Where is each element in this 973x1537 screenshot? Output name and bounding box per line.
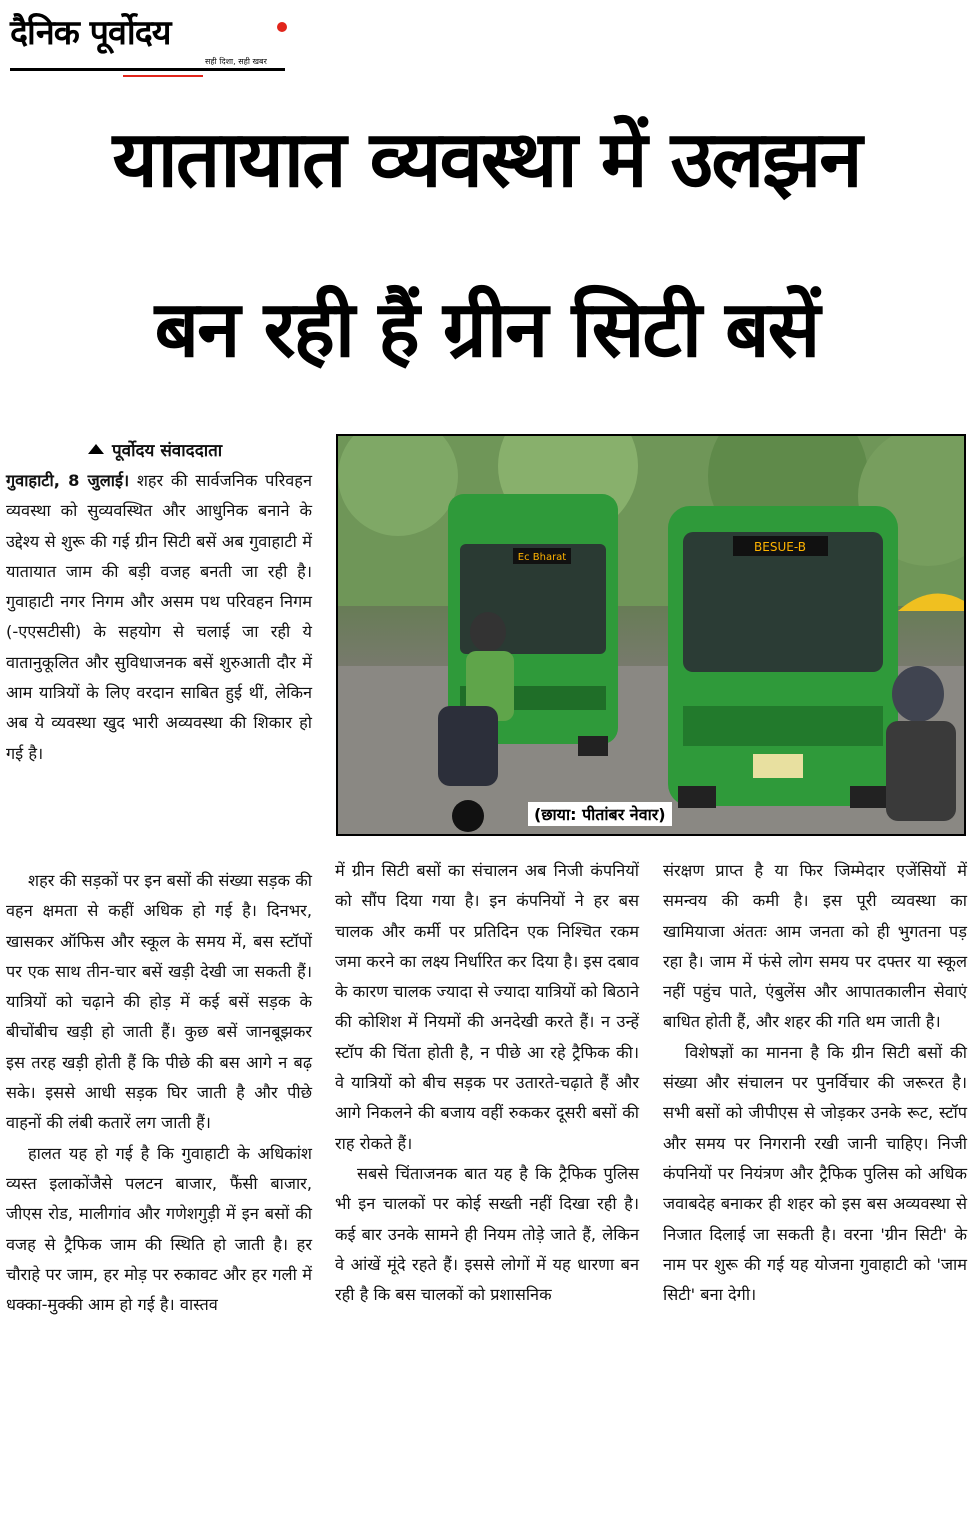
- article-paragraph: सबसे चिंताजनक बात यह है कि ट्रैफिक पुलिस भी इन चालकों पर कोई सख्ती नहीं दिखा रही है। कई बार उनके सामने ही नियम तोड़े जाते हैं, लेकिन वे आंखें मूंदे रहते हैं। इससे लोगों में यह धारणा बन रही है कि बस चालकों को प्रशासनिक: [335, 1163, 639, 1305]
- headline-line-2: बन रही हैं ग्रीन सिटी बसें: [154, 285, 819, 375]
- article-column-1-bottom: [6, 866, 312, 1320]
- green-city-bus-photo-icon: [338, 436, 966, 836]
- byline: [88, 438, 222, 461]
- article-paragraph: में ग्रीन सिटी बसों का संचालन अब निजी कंपनियों को सौंप दिया गया है। इन कंपनियों ने हर बस चालक और कर्मी पर प्रतिदिन एक निश्चित रकम जमा करने का लक्ष्य निर्धारित कर दिया है। इस दबाव के कारण चालक ज्यादा से ज्यादा यात्रियों को बिठाने की कोशिश में नियमों की अनदेखी करते हैं। न उन्हें स्टॉप की चिंता होती है, न पीछे आ रहे ट्रैफिक की। वे यात्रियों को बीच सड़क पर उतारते-चढ़ाते हैं और आगे निकलने की बजाय वहीं रुककर दूसरी बसों की राह रोकते हैं।: [335, 861, 639, 1153]
- byline-triangle-icon: [88, 444, 104, 454]
- masthead: [10, 8, 290, 72]
- masthead-tagline: सही दिशा, सही खबर: [205, 57, 267, 66]
- left-bus-sign: Ec Bharat: [517, 552, 567, 563]
- photo-caption: (छाया: पीतांबर नेवार): [528, 802, 672, 826]
- byline-text: पूर्वोदय संवाददाता: [112, 441, 223, 461]
- article-paragraph: विशेषज्ञों का मानना है कि ग्रीन सिटी बसों की संख्या और संचालन पर पुनर्विचार की जरूरत है। सभी बसों को जीपीएस से जोड़कर उनके रूट, स्टॉप और समय पर निगरानी रखी जानी चाहिए। निजी कंपनियों पर नियंत्रण और ट्रैफिक पुलिस को अधिक जवाबदेह बनाकर ही शहर को इस बस अव्यवस्था से निजात दिलाई जा सकती है। वरना 'ग्रीन सिटी' के नाम पर शुरू की गई यह योजना गुवाहाटी को 'जाम सिटी' बना देगी।: [663, 1042, 967, 1305]
- article-paragraph: हालत यह हो गई है कि गुवाहाटी के अधिकांश व्यस्त इलाकोंजैसे पलटन बाजार, फैंसी बाजार, जीएस रोड, मालीगांव और गणेशगुड़ी में इन बसों की वजह से ट्रैफिक जाम की स्थिति हो जाती है। हर चौराहे पर जाम, हर मोड़ पर रुकावट और हर गली में धक्का-मुक्की आम हो गई है। वास्तव: [6, 1143, 312, 1315]
- article-column-1-top: [6, 466, 312, 769]
- article-paragraph: [6, 466, 312, 769]
- article-paragraph: संरक्षण प्राप्त है या फिर जिम्मेदार एजेंसियों में समन्वय की कमी है। इस पूरी व्यवस्था का खामियाजा अंततः आम जनता को ही भुगतना पड़ रहा है। जाम में फंसे लोग समय पर दफ्तर या स्कूल नहीं पहुंच पाते, एंबुलेंस और आपातकालीन सेवाएं बाधित होती हैं, और शहर की गति थम जाती है।: [663, 861, 967, 1032]
- article-paragraph: शहर की सड़कों पर इन बसों की संख्या सड़क की वहन क्षमता से कहीं अधिक हो गई है। दिनभर, खासकर ऑफिस और स्कूल के समय में, बस स्टॉपों पर एक साथ तीन-चार बसें खड़ी देखी जा सकती हैं। यात्रियों को चढ़ाने की होड़ में कई बसें सड़क के बीचोंबीच खड़ी हो जाती हैं। कुछ बसें जानबूझकर इस तरह खड़ी होती हैं कि पीछे की बस आगे न बढ़ सके। इससे आधी सड़क घिर जाती है और पीछे वाहनों की लंबी कतारें लग जाती हैं।: [6, 871, 312, 1133]
- news-photo: [336, 434, 966, 836]
- dateline: गुवाहाटी, 8 जुलाई।: [6, 471, 130, 490]
- masthead-rule: [10, 68, 285, 71]
- article-column-3: [663, 856, 967, 1310]
- article-column-2: [335, 856, 639, 1310]
- newspaper-name: दैनिक पूर्वोदय: [10, 13, 171, 53]
- article-paragraph-text: शहर की सार्वजनिक परिवहन व्यवस्था को सुव्यवस्थित और आधुनिक बनाने के उद्देश्य से शुरू की गई ग्रीन सिटी बसें अब गुवाहाटी में यातायात जाम की बड़ी वजह बनती जा रही है। गुवाहाटी नगर निगम और असम पथ परिवहन निगम (-एएसटीसी) के सहयोग से चलाई जा रही ये वातानुकूलित और सुविधाजनक बसें शुरुआती दौर में आम यात्रियों के लिए वरदान साबित हुई थीं, लेकिन अब ये व्यवस्था खुद भारी अव्यवस्था की शिकार हो गई है।: [6, 471, 312, 763]
- masthead-accent-rule: [123, 75, 203, 77]
- headline-line-1: यातायात व्यवस्था में उलझन: [112, 115, 861, 205]
- masthead-logo-dot: [277, 22, 287, 32]
- right-bus-sign: BESUE-B: [754, 540, 806, 554]
